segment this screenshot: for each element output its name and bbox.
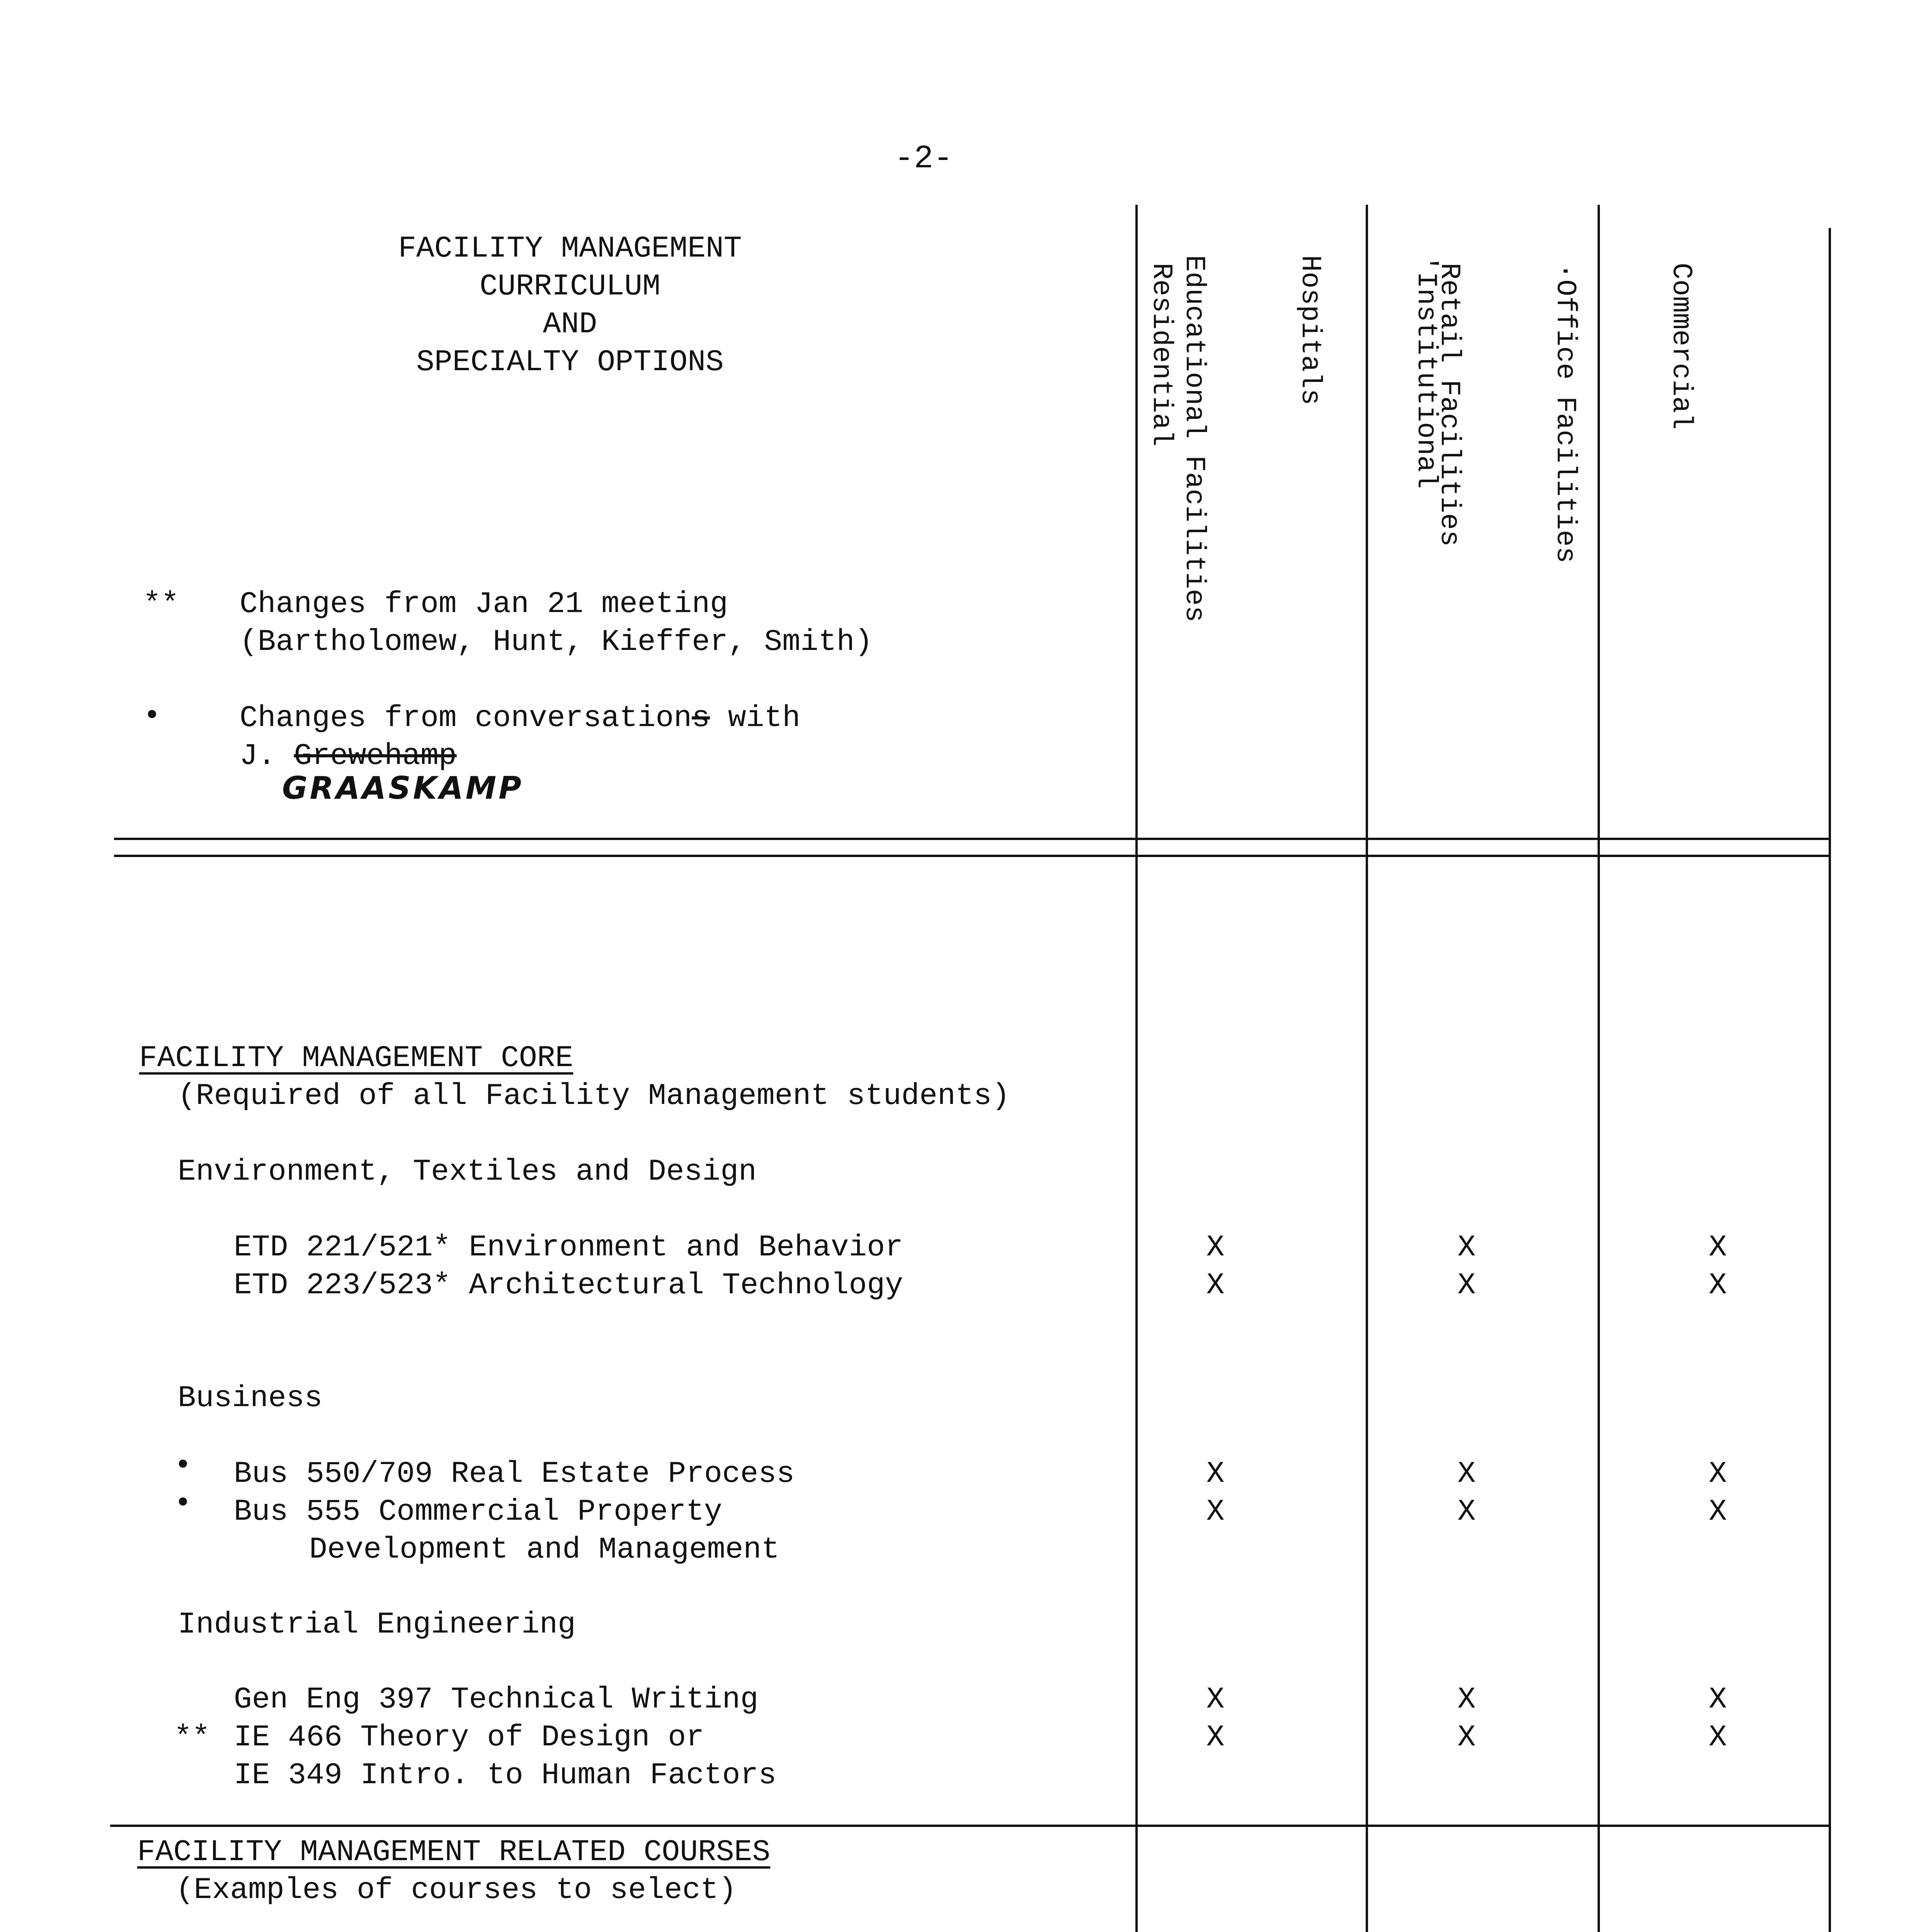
legend-conversation-name (240, 741, 457, 771)
course-row: Gen Eng 397 Technical Writing (234, 1683, 759, 1717)
x-mark: X (1457, 1457, 1476, 1491)
related-heading: FACILITY MANAGEMENT RELATED COURSES (137, 1835, 771, 1869)
header-rule-bottom (114, 855, 1831, 857)
x-mark: X (1708, 1457, 1727, 1491)
x-mark: X (1708, 1721, 1727, 1755)
x-mark: X (1708, 1495, 1727, 1529)
struck-name: Grewehamp (294, 739, 457, 773)
title-line-3: AND (543, 308, 597, 342)
core-etd-heading: Environment, Textiles and Design (178, 1155, 757, 1189)
x-mark: X (1708, 1231, 1727, 1265)
x-mark: X (1708, 1269, 1727, 1303)
course-row: IE 349 Intro. to Human Factors (234, 1759, 777, 1793)
x-mark: X (1206, 1683, 1225, 1717)
x-mark: X (1206, 1269, 1225, 1303)
core-heading: FACILITY MANAGEMENT CORE (139, 1041, 573, 1075)
bullet-mark: • (174, 1487, 192, 1521)
x-mark: X (1457, 1721, 1476, 1755)
related-subheading: (Examples of courses to select) (176, 1873, 737, 1907)
column-header-line: 'Institutional (1410, 255, 1442, 489)
page-number: -2- (894, 141, 953, 177)
column-header-line: Commercial (1665, 263, 1697, 430)
course-row: Bus 555 Commercial Property (234, 1495, 722, 1529)
handwritten-name: GRAASKAMP (282, 770, 524, 806)
course-row: IE 466 Theory of Design or (234, 1721, 704, 1755)
legend-conversation-changes (240, 703, 800, 733)
course-row: ETD 221/521* Environment and Behavior (234, 1231, 903, 1265)
title-line-2: CURRICULUM (479, 270, 661, 304)
x-mark: X (1206, 1495, 1225, 1529)
column-header-line: Retail Facilities (1433, 263, 1465, 547)
legend-meeting-changes: Changes from Jan 21 meeting (240, 587, 728, 621)
bullet-mark: • (174, 1449, 192, 1483)
section-divider (110, 1825, 1831, 1827)
core-subheading: (Required of all Facility Management students) (178, 1079, 1010, 1113)
x-mark: X (1457, 1495, 1476, 1529)
header-rule-top (114, 838, 1831, 840)
column-header-line: Hospitals (1294, 255, 1326, 405)
x-mark: X (1708, 1683, 1727, 1717)
name-prefix: J. (240, 739, 294, 773)
double-star-symbol: ** (143, 587, 179, 621)
legend-conversation-text: Changes from conversation (240, 701, 692, 735)
bullet-symbol: • (143, 699, 161, 733)
core-ie-heading: Industrial Engineering (178, 1608, 576, 1642)
column-header-line: ·Office Facilities (1549, 263, 1581, 563)
x-mark: X (1457, 1269, 1476, 1303)
title-line-4: SPECIALTY OPTIONS (416, 345, 724, 379)
title-line-1: FACILITY MANAGEMENT (398, 232, 742, 266)
x-mark: X (1457, 1231, 1476, 1265)
x-mark: X (1457, 1683, 1476, 1717)
course-row-continuation: Development and Management (309, 1533, 779, 1567)
x-mark: X (1206, 1231, 1225, 1265)
course-row: Bus 550/709 Real Estate Process (234, 1457, 795, 1491)
x-mark: X (1206, 1721, 1225, 1755)
legend-meeting-attendees: (Bartholomew, Hunt, Kieffer, Smith) (240, 625, 873, 659)
column-header-commercial (1391, 263, 1778, 563)
course-row: ETD 223/523* Architectural Technology (234, 1269, 903, 1303)
double-star-mark: ** (174, 1721, 210, 1755)
x-mark: X (1206, 1457, 1225, 1491)
column-header-line: Educational Facilities (1178, 255, 1210, 622)
column-divider-4 (1829, 228, 1831, 1932)
struck-letter: s (692, 701, 710, 735)
column-header-line: Residential (1145, 263, 1177, 447)
legend-conversation-end: with (710, 701, 801, 735)
core-business-heading: Business (178, 1381, 323, 1415)
